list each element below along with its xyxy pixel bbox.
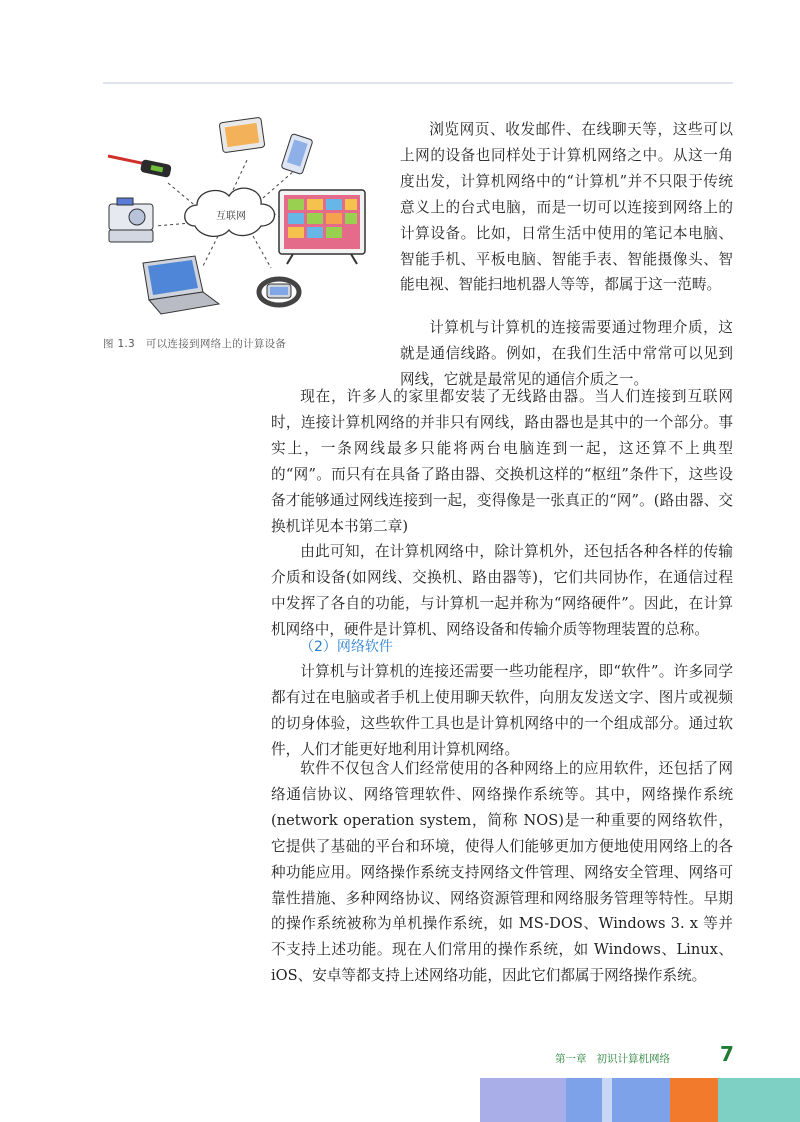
band-teal <box>718 1078 800 1122</box>
footer-color-bands <box>480 1078 800 1122</box>
paragraph-hardware: 由此可知，在计算机网络中，除计算机外，还包括各种各样的传输介质和设备(如网线、交换机、路由器等)，它们共同协作，在通信过程中发挥了各自的功能，与计算机一起并称为“网络硬件”。因此，在计算机网络中，硬件是计算机、网络设备和传输介质等物理装置的总称。 <box>271 543 733 638</box>
band-blue <box>566 1078 670 1122</box>
network-devices-illustration <box>103 108 385 320</box>
band-light-blue <box>602 1078 612 1122</box>
figure-caption: 图 1.3 可以连接到网络上的计算设备 <box>103 338 287 350</box>
page-number: 7 <box>720 1042 734 1066</box>
paragraph-router: 现在，许多人的家里都安装了无线路由器。当人们连接到互联网时，连接计算机网络的并非只有网线，路由器也是其中的一个部分。事实上，一条网线最多只能将两台电脑连到一起，这还算不上典型的“网”。而只有在具备了路由器、交换机这样的“枢纽”条件下，这些设备才能够通过网线连接到一起，变得像是一张真正的“网”。(路由器、交换机详见本书第二章) <box>271 388 733 535</box>
smartphone-icon <box>281 133 313 174</box>
band-orange <box>670 1078 718 1122</box>
chapter-number: 第一章 <box>555 1053 587 1065</box>
cloud-label: 互联网 <box>216 211 246 222</box>
figure-devices <box>103 108 385 320</box>
chapter-title: 初识计算机网络 <box>596 1053 670 1065</box>
glasses-icon <box>108 156 172 178</box>
section-heading-software: （2）网络软件 <box>300 639 393 655</box>
smart-tv-icon <box>279 190 365 264</box>
paragraph-medium: 计算机与计算机的连接需要通过物理介质，这就是通信线路。例如，在我们生活中常常可以见到网线，它就是最常见的通信介质之一。 <box>400 319 733 388</box>
band-lavender <box>480 1078 566 1122</box>
tablet-icon <box>219 117 265 153</box>
top-rule <box>103 82 733 84</box>
footer-chapter <box>555 1051 680 1066</box>
laptop-icon <box>143 256 219 314</box>
paragraph-software: 计算机与计算机的连接还需要一些功能程序，即“软件”。许多同学都有过在电脑或者手机上使用聊天软件，向朋友发送文字、图片或视频的切身体验，这些软件工具也是计算机网络中的一个组成部分。通过软件，人们才能更好地利用计算机网络。 <box>271 663 733 758</box>
cloud-icon <box>185 188 275 236</box>
smartwatch-icon <box>259 279 299 305</box>
paragraph-devices: 浏览网页、收发邮件、在线聊天等，这些可以上网的设备也同样处于计算机网络之中。从这一角度出发，计算机网络中的“计算机”并不只限于传统意义上的台式电脑，而是一切可以连接到网络上的计算设备。比如，日常生活中使用的笔记本电脑、智能手机、平板电脑、智能手表、智能摄像头、智能电视、智能扫地机器人等等，都属于这一范畴。 <box>400 121 733 294</box>
paragraph-nos: 软件不仅包含人们经常使用的各种网络上的应用软件，还包括了网络通信协议、网络管理软件、网络操作系统等。其中，网络操作系统(network operation system，简称 NOS)是一种重要的网络软件，它提供了基础的平台和环境，使得人们能够更加方便地使用网络上的各种功能应用。网络操作系统支持网络文件管理、网络安全管理、网络可靠性措施、多种网络协议、网络资源管理和网络服务管理等特性。早期的操作系统被称为单机操作系统，如 MS-DOS、Windows 3. x 等并不支持上述功能。现在人们常用的操作系统，如 Windows、Linux、iOS、安卓等都支持上述网络功能，因此它们都属于网络操作系统。 <box>271 760 733 985</box>
camera-icon <box>109 198 153 242</box>
